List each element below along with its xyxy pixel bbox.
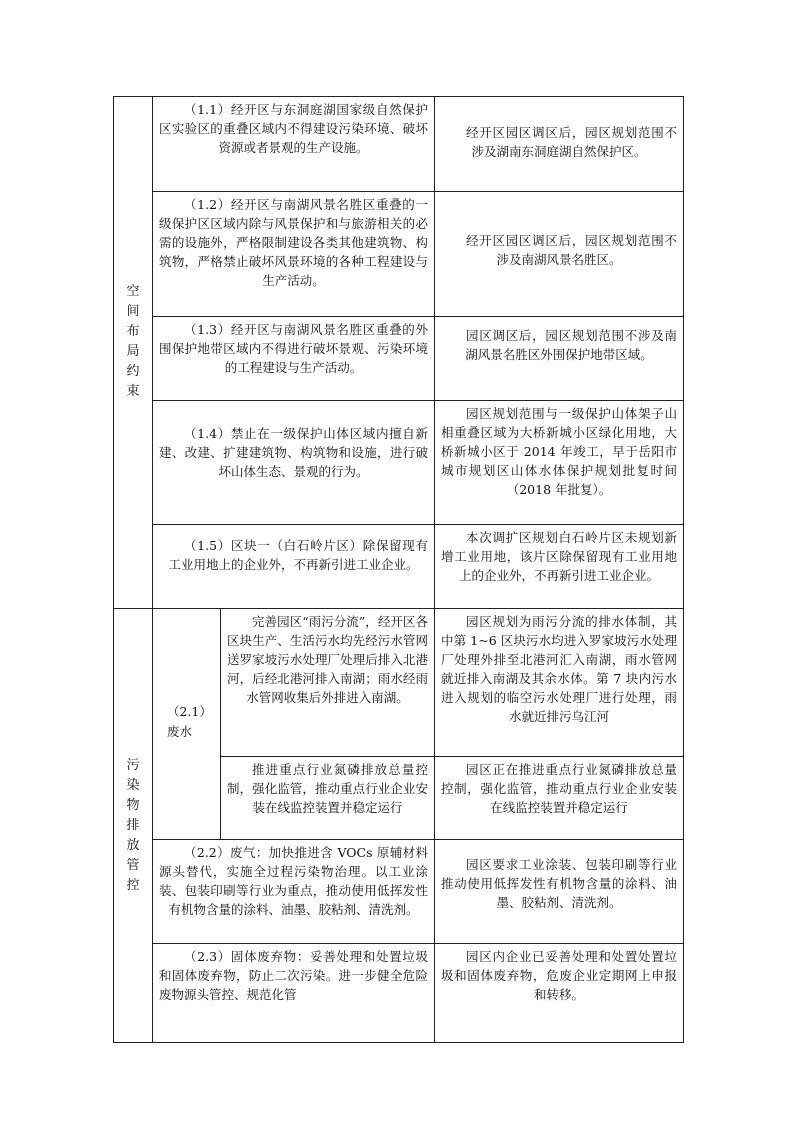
table-row-divider xyxy=(152,191,684,192)
table-border-right xyxy=(683,96,684,1043)
status-cell-1-5: 本次调扩区规划白石岭片区未规划新增工业用地，该片区除保留现有工业用地上的企业外，不再新引进工业企业。 xyxy=(441,530,677,583)
status-cell-2-1a: 园区规划为雨污分流的排水体制，其中第 1~6 区块污水均进入罗家坡污水处理厂处理外排至北港河汇入南湖，雨水管网就近排入南湖及其余水体。第 7 块内污水进入规划的临空污水处理厂进行处理，雨水就近排污乌江河 xyxy=(441,614,677,724)
table-row-divider xyxy=(152,943,684,944)
requirement-cell-1-2: （1.2）经开区与南湖风景名胜区重叠的一级保护区区域内除与风景保护和与旅游相关的必需的设施外，严格限制建设各类其他建筑物、构筑物，严格禁止破坏风景环境的各种工程建设与生产活动。 xyxy=(159,197,428,288)
requirement-cell-1-3: （1.3）经开区与南湖风景名胜区重叠的外围保护地带区域内不得进行破坏景观、污染环境的工程建设与生产活动。 xyxy=(159,322,428,375)
requirement-cell-2-2: （2.2）废气：加快推进含 VOCs 原辅材料源头替代，实施全过程污染物治理。以工业涂装、包装印刷等行业为重点，推动使用低挥发性有机物含量的涂料、油墨、胶粘剂、清洗剂。 xyxy=(159,845,428,917)
table-section-divider xyxy=(113,608,684,609)
requirement-cell-1-4: （1.4）禁止在一级保护山体区域内擅自新建、改建、扩建建筑物、构筑物和设施，进行破坏山体生态、景观的行为。 xyxy=(159,426,428,479)
status-cell-2-2: 园区要求工业涂装、包装印刷等行业推动使用低挥发性有机物含量的涂料、油墨、胶粘剂、清洗剂。 xyxy=(441,857,677,910)
section-label-spatial-layout: 空 间 布 局 约 束 xyxy=(126,284,140,399)
table-row-divider xyxy=(152,839,684,840)
requirement-cell-2-3: （2.3）固体废弃物：妥善处理和处置垃圾和固体废弃物，防止二次污染。进一步健全危险废物源头管控、规范化管 xyxy=(159,949,428,1002)
table-border-top xyxy=(113,96,684,97)
requirement-cell-1-5: （1.5）区块一（白石岭片区）除保留现有工业用地上的企业外，不再新引进工业企业。 xyxy=(168,538,428,572)
status-cell-1-3: 园区调区后，园区规划范围不涉及南湖风景名胜区外围保护地带区域。 xyxy=(465,328,677,362)
table-row-divider xyxy=(152,400,684,401)
table-row-divider xyxy=(152,524,684,525)
requirement-cell-2-1a: 完善园区“雨污分流”，经开区各区块生产、生活污水均先经污水管网送罗家坡污水处理厂处理后排入北港河，后经北港河排入南湖；雨水经雨水管网收集后外排进入南湖。 xyxy=(227,614,428,705)
table-row-divider xyxy=(220,756,684,757)
table-row-divider xyxy=(152,316,684,317)
status-cell-2-3: 园区内企业已妥善处理和处置处置垃圾和固体废弃物，危废企业定期网上申报和转移。 xyxy=(441,949,677,1002)
status-cell-1-2: 经开区园区调区后，园区规划范围不涉及南湖风景名胜区。 xyxy=(466,233,677,267)
row-label-2-1-wastewater: （2.1）废水 xyxy=(167,704,212,739)
table-border-bottom xyxy=(113,1042,684,1043)
table-border-left xyxy=(113,96,114,1043)
requirement-cell-2-1b: 推进重点行业氮磷排放总量控制，强化监管，推动重点行业企业安装在线监控装置并稳定运行 xyxy=(227,762,428,815)
requirement-cell-1-1: （1.1）经开区与东洞庭湖国家级自然保护区实验区的重叠区域内不得建设污染环境、破坏资源或者景观的生产设施。 xyxy=(159,102,428,155)
status-cell-1-4: 园区规划范围与一级保护山体架子山相重叠区域为大桥新城小区绿化用地，大桥新城小区于 2014 年竣工，早于岳阳市城市规划区山体水体保护规划批复时间（2018 年批复）。 xyxy=(441,406,677,497)
status-cell-2-1b: 园区正在推进重点行业氮磷排放总量控制，强化监管，推动重点行业企业安装在线监控装置并稳定运行 xyxy=(441,762,677,815)
section-label-pollutant-control: 污 染 物 排 放 管 控 xyxy=(126,758,140,893)
status-cell-1-1: 经开区园区调区后，园区规划范围不涉及湖南东洞庭湖自然保护区。 xyxy=(466,125,677,159)
